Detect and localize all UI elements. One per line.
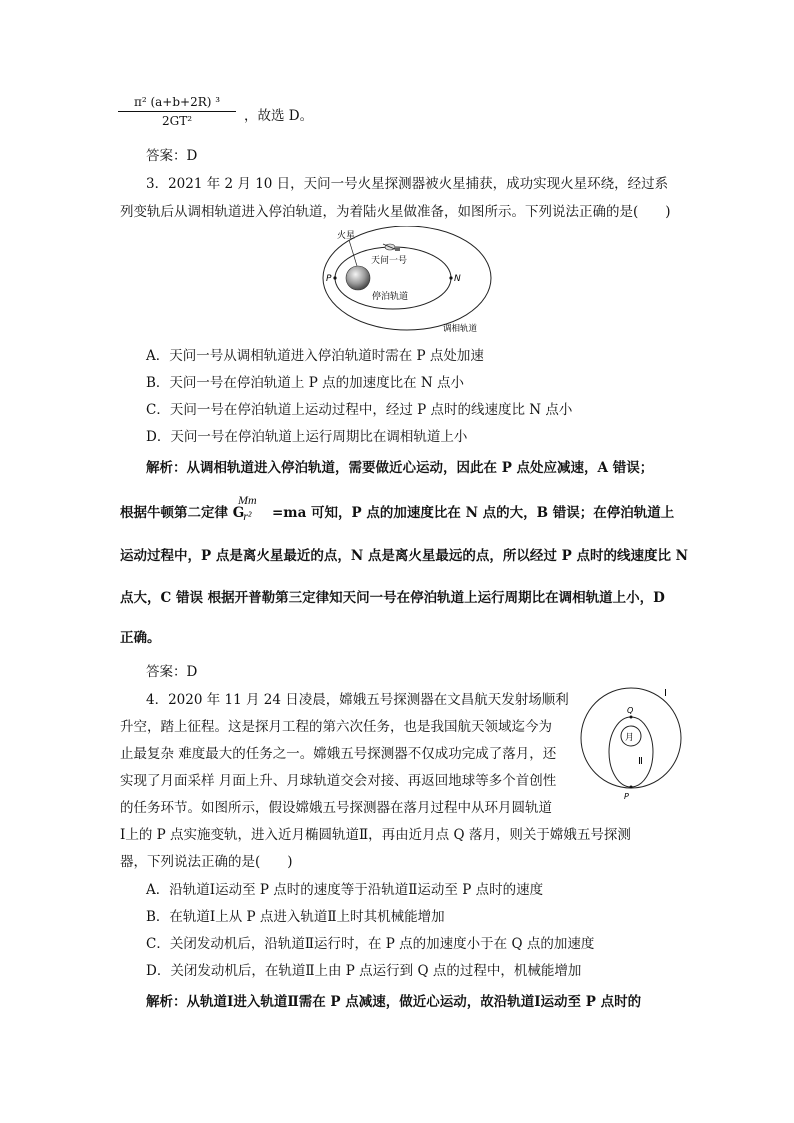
q3-formula-numerator: Mm (238, 493, 257, 507)
prev-fraction (118, 94, 236, 130)
q4-stem-line-7: 器，下列说法正确的是( ) (120, 854, 293, 870)
q4-option-b: B．在轨道Ⅰ上从 P 点进入轨道Ⅱ上时其机械能增加 (146, 909, 445, 925)
prev-conclusion: ，故选 D。 (244, 108, 314, 124)
q4-stem-line-5: 的任务环节。如图所示，假设嫦娥五号探测器在落月过程中从环月圆轨道 (120, 800, 552, 816)
point-p-marker (630, 786, 633, 789)
point-q-label: Q (627, 706, 634, 715)
parking-orbit-label: 停泊轨道 (372, 292, 409, 302)
orbit-2-label: Ⅱ (638, 756, 643, 767)
prev-answer: 答案：D (146, 148, 198, 164)
q3-orbit-figure (315, 226, 495, 338)
point-p-marker (333, 276, 336, 279)
point-n-marker (449, 276, 452, 279)
prev-fraction-numerator: π² (a+b+2R) ³ (118, 94, 236, 112)
q3-stem-line-2: 列变轨后从调相轨道进入停泊轨道，为着陆火星做准备，如图所示。下列说法正确的是( ) (120, 204, 671, 220)
q3-option-c: C．天问一号在停泊轨道上运动过程中，经过 P 点时的线速度比 N 点小 (146, 402, 573, 418)
q4-stem-line-6: Ⅰ上的 P 点实施变轨，进入近月椭圆轨道Ⅱ，再由近月点 Q 落月，则关于嫦娥五号探测 (120, 827, 631, 843)
q3-analysis-line-1: 解析：从调相轨道进入停泊轨道，需要做近心运动，因此在 P 点处应减速，A 错误； (146, 460, 654, 476)
moon-label: 月 (625, 733, 635, 743)
q3-stem-line-1: 3．2021 年 2 月 10 日，天问一号火星探测器被火星捕获，成功实现火星环绕，经过系 (146, 176, 669, 192)
orbit-1-label: Ⅰ (664, 688, 667, 699)
mars-label: 火星 (337, 231, 356, 241)
phasing-orbit-label: 调相轨道 (443, 324, 478, 334)
q4-stem-line-4: 实现了月面采样 月面上升、月球轨道交会对接、再返回地球等多个首创性 (120, 773, 557, 789)
q3-option-b: B．天问一号在停泊轨道上 P 点的加速度比在 N 点小 (146, 375, 464, 391)
probe-label: 天问一号 (371, 256, 408, 266)
q4-option-c: C．关闭发动机后，沿轨道Ⅱ运行时，在 P 点的加速度小于在 Q 点的加速度 (146, 936, 595, 952)
point-p-label: P (624, 792, 629, 801)
q3-formula (238, 492, 257, 524)
mars-pointer (349, 240, 357, 266)
q4-option-d: D．关闭发动机后，在轨道Ⅱ上由 P 点运行到 Q 点的过程中，机械能增加 (146, 963, 582, 979)
point-n-label: N (454, 274, 461, 284)
q4-orbit-figure (578, 680, 688, 802)
q3-analysis-line-3: 运动过程中，P 点是离火星最近的点，N 点是离火星最远的点，所以经过 P 点时的线速度比 N (120, 548, 688, 564)
q3-analysis-line-5: 正确。 (120, 630, 161, 646)
q3-option-d: D．天问一号在停泊轨道上运行周期比在调相轨道上小 (146, 429, 468, 445)
q3-analysis-line-2-start: 根据牛顿第二定律 G (120, 505, 245, 521)
q4-stem-line-3: 止最复杂 难度最大的任务之一。嫦娥五号探测器不仅成功完成了落月，还 (120, 746, 557, 762)
q3-option-a: A．天问一号从调相轨道进入停泊轨道时需在 P 点处加速 (146, 348, 484, 364)
point-p-label: P (326, 274, 332, 284)
q3-analysis-line-4: 点大，C 错误 根据开普勒第三定律知天问一号在停泊轨道上运行周期比在调相轨道上小，D (120, 590, 665, 606)
q4-stem-line-1: 4．2020 年 11 月 24 日凌晨，嫦娥五号探测器在文昌航天发射场顺利 (146, 692, 569, 708)
q4-analysis-line-1: 解析：从轨道Ⅰ进入轨道Ⅱ需在 P 点减速，做近心运动，故沿轨道Ⅰ运动至 P 点时的 (146, 994, 642, 1010)
q3-formula-denominator: r² (243, 509, 252, 523)
q4-option-a: A．沿轨道Ⅰ运动至 P 点时的速度等于沿轨道Ⅱ运动至 P 点时的速度 (146, 882, 544, 898)
mars-sphere (346, 266, 370, 290)
prev-fraction-denominator: 2GT² (161, 114, 193, 128)
q3-analysis-line-2-end: =ma 可知，P 点的加速度比在 N 点的大，B 错误；在停泊轨道上 (272, 505, 675, 521)
q3-answer: 答案：D (146, 664, 198, 680)
point-q-marker (630, 716, 633, 719)
q4-stem-line-2: 升空，踏上征程。这是探月工程的第六次任务，也是我国航天领域迄今为 (120, 719, 552, 735)
